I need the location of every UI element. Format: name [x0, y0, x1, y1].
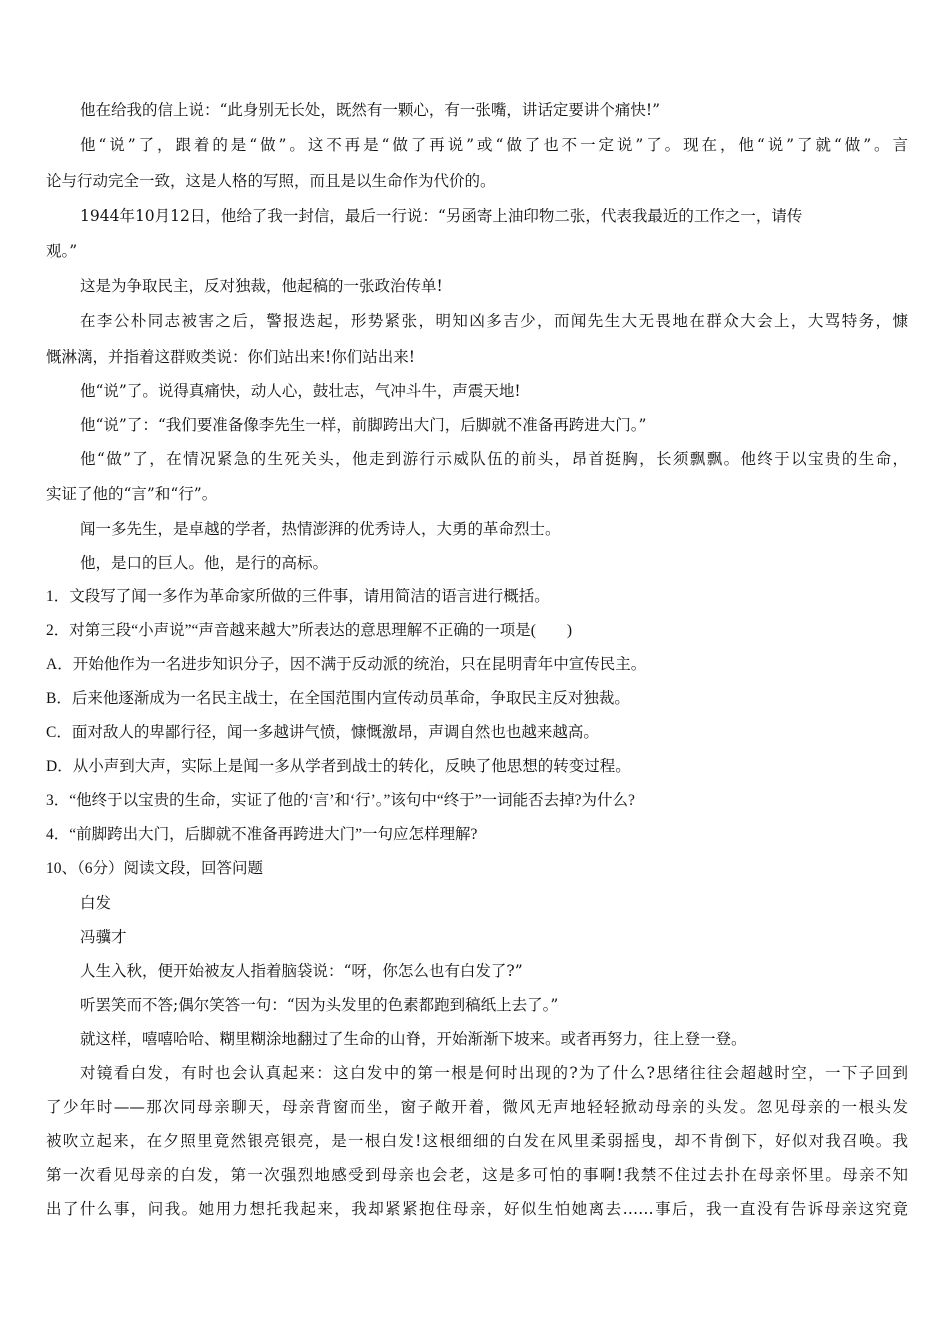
- question-4: 4．“前脚跨出大门，后脚就不准备再跨进大门”一句应怎样理解?: [46, 826, 478, 843]
- passage2-author: 冯骥才: [80, 928, 127, 946]
- passage2-line-8: 出了什么事，问我。她用力想托我起来，我却紧紧抱住母亲，好似生怕她离去……事后，我一直没有告诉母亲这究竟: [46, 1200, 908, 1218]
- question-3: 3．“他终于以宝贵的生命，实证了他的‘言’和‘行’。”该句中“终于”一词能否去掉?为什么?: [46, 792, 635, 809]
- question-10-header: 10、（6分）阅读文段，回答问题: [46, 860, 264, 877]
- passage2-line-6: 被吹立起来，在夕照里竟然银亮银亮，是一根白发!这根细细的白发在风里柔弱摇曳，却不肯倒下，好似对我召唤。我: [46, 1132, 908, 1150]
- passage2-line-5: 了少年时——那次同母亲聊天，母亲背窗而坐，窗子敞开着，微风无声地轻轻掀动母亲的头发。忽见母亲的一根头发: [46, 1098, 908, 1116]
- passage2-line-3: 就这样，嘻嘻哈哈、糊里糊涂地翻过了生命的山脊，开始渐渐下坡来。或者再努力，往上登一登。: [80, 1030, 747, 1048]
- option-d: D．从小声到大声，实际上是闻一多从学者到战士的转化，反映了他思想的转变过程。: [46, 758, 631, 775]
- passage2-title: 白发: [80, 894, 112, 912]
- passage1-line-14: 他，是口的巨人。他，是行的高标。: [80, 554, 329, 572]
- passage1-line-6: 这是为争取民主，反对独裁，他起稿的一张政治传单!: [80, 277, 443, 295]
- passage2-line-7: 第一次看见母亲的白发，第一次强烈地感受到母亲也会老，这是多可怕的事啊!我禁不住过去扑在母亲怀里。母亲不知: [46, 1166, 908, 1184]
- passage1-line-12: 实证了他的“言”和“行”。: [46, 485, 218, 503]
- passage1-line-9: 他“说”了。说得真痛快，动人心，鼓壮志，气冲斗牛，声震天地!: [80, 382, 521, 400]
- passage1-line-10: 他“说”了：“我们要准备像李先生一样，前脚跨出大门，后脚就不准备再跨进大门。”: [80, 416, 647, 434]
- passage1-line-3: 论与行动完全一致，这是人格的写照，而且是以生命作为代价的。: [46, 172, 496, 190]
- passage1-line-13: 闻一多先生，是卓越的学者，热情澎湃的优秀诗人，大勇的革命烈士。: [80, 520, 561, 538]
- option-b: B．后来他逐渐成为一名民主战士，在全国范围内宣传动员革命，争取民主反对独裁。: [46, 690, 630, 707]
- passage1-line-4: 1944年10月12日，他给了我一封信，最后一行说：“另函寄上油印物二张，代表我最近的工作之一，请传: [80, 207, 803, 225]
- question-1: 1．文段写了闻一多作为革命家所做的三件事，请用简洁的语言进行概括。: [46, 588, 550, 605]
- passage2-line-1: 人生入秋，便开始被友人指着脑袋说：“呀，你怎么也有白发了?”: [80, 962, 523, 980]
- passage1-line-5: 观。”: [46, 242, 78, 260]
- passage1-line-7: 在李公朴同志被害之后，警报迭起，形势紧张，明知凶多吉少，而闻先生大无畏地在群众大会上，大骂特务，慷: [80, 312, 908, 330]
- passage1-line-2: 他“说”了，跟着的是“做”。这不再是“做了再说”或“做了也不一定说”了。现在，他“说”了就“做”。言: [80, 136, 908, 154]
- passage1-line-8: 慨淋漓，并指着这群败类说：你们站出来!你们站出来!: [46, 348, 415, 366]
- passage2-line-2: 听罢笑而不答;偶尔笑答一句：“因为头发里的色素都跑到稿纸上去了。”: [80, 996, 559, 1014]
- question-2: 2．对第三段“小声说”“声音越来越大”所表达的意思理解不正确的一项是( ): [46, 622, 573, 639]
- option-c: C．面对敌人的卑鄙行径，闻一多越讲气愤，慷慨激昂，声调自然也也越来越高。: [46, 724, 599, 741]
- passage2-line-4: 对镜看白发，有时也会认真起来：这白发中的第一根是何时出现的?为了什么?思绪往往会超越时空，一下子回到: [80, 1064, 908, 1082]
- passage1-line-11: 他“做”了，在情况紧急的生死关头，他走到游行示威队伍的前头，昂首挺胸，长须飘飘。他终于以宝贵的生命，: [80, 450, 908, 468]
- passage1-line-1: 他在给我的信上说：“此身别无长处，既然有一颗心，有一张嘴，讲话定要讲个痛快!”: [80, 101, 661, 119]
- option-a: A．开始他作为一名进步知识分子，因不满于反动派的统治，只在昆明青年中宣传民主。: [46, 656, 647, 673]
